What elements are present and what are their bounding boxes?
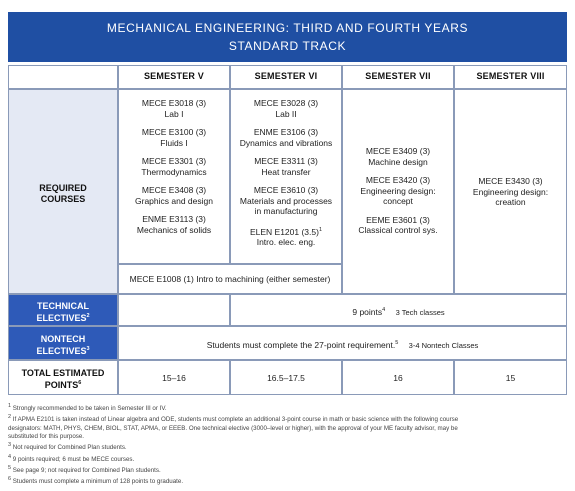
row-label-required-courses: REQUIRED COURSES <box>8 89 118 294</box>
course-mece-e3018: MECE E3018 (3) Lab I <box>141 98 207 119</box>
course-eeme-e3601: EEME E3601 (3) Classical control sys. <box>358 214 438 235</box>
footnotes <box>8 402 567 487</box>
footnote-1: $^1$ Strongly recommended to be taken in Semester III or IV. <box>8 403 167 413</box>
header-semester-v: SEMESTER V <box>118 65 230 89</box>
page-subtitle: STANDARD TRACK <box>228 39 347 53</box>
semester-v-courses <box>118 89 230 264</box>
technical-electives-semester-v <box>118 294 230 326</box>
header-semester-viii: SEMESTER VIII <box>454 65 567 89</box>
total-semester-v: 15–16 <box>118 360 230 395</box>
header-semester-vi: SEMESTER VI <box>230 65 342 89</box>
header-blank-cell <box>8 65 118 89</box>
page-title: MECHANICAL ENGINEERING: THIRD AND FOURTH YEARS <box>106 21 469 35</box>
semester-vi-courses <box>230 89 342 264</box>
course-mece-e3420: MECE E3420 (3) Engineering design: concept <box>360 175 436 206</box>
technical-electives-requirement: 9 points$^4$ 3 Tech classes <box>230 294 567 326</box>
footnote-6: $^6$ Students must complete a minimum of 128 points to graduate. <box>8 476 184 486</box>
footnote-2-cont: designators: MATH, PHYS, CHEM, BIOL, STAT, APMA, or EEEB. One technical elective (3000–level or higher), with the approval of your ME faculty advisor, may be <box>8 424 458 432</box>
footnote-4: $^4$ 9 points required; 6 must be MECE courses. <box>8 453 135 463</box>
course-elen-e1201: ELEN E1201 $(3.5)^1$ Intro. elec. eng. <box>249 226 323 247</box>
course-enme-e3113: ENME E3113 (3) Mechanics of solids <box>136 214 212 235</box>
title-banner <box>8 12 567 62</box>
semester-vii-courses <box>342 89 454 294</box>
footnote-5: $^5$ See page 9; not required for Combined Plan students. <box>8 465 161 475</box>
row-label-nontech-electives: NONTECH ELECTIVES$^3$ <box>8 326 118 360</box>
nontech-electives-requirement: Students must complete the 27-point requirement.$^5$ 3-4 Nontech Classes <box>118 326 567 360</box>
row-label-technical-electives: TECHNICAL ELECTIVES$^2$ <box>8 294 118 326</box>
semester-viii-courses <box>454 89 567 294</box>
technical-electives-note: 3 Tech classes <box>395 307 445 317</box>
footnote-3: $^3$ Not required for Combined Plan students. <box>8 442 127 452</box>
course-enme-e3106: ENME E3106 (3) Dynamics and vibrations <box>239 127 333 148</box>
total-semester-vi: 16.5–17.5 <box>230 360 342 395</box>
header-semester-vii: SEMESTER VII <box>342 65 454 89</box>
course-mece-e1008-machining: MECE E1008 (1) Intro to machining (either semester) <box>118 264 342 294</box>
course-mece-e3301: MECE E3301 (3) Thermodynamics <box>141 156 207 177</box>
row-label-total-points: TOTAL ESTIMATED POINTS$^6$ <box>8 360 118 395</box>
course-mece-e3430: MECE E3430 (3) Engineering design: creation <box>472 176 549 207</box>
course-mece-e3409: MECE E3409 (3) Machine design <box>365 146 431 167</box>
course-mece-e3028: MECE E3028 (3) Lab II <box>253 98 319 119</box>
footnote-2: $^2$ If APMA E2101 is taken instead of Linear algebra and ODE, students must complete an additional 3-point course in math or basic science with the following course <box>8 414 459 424</box>
course-mece-e3100: MECE E3100 (3) Fluids I <box>141 127 207 148</box>
course-mece-e3311: MECE E3311 (3) Heat transfer <box>254 156 318 177</box>
course-mece-e3610: MECE E3610 (3) Materials and processes in manufacturing <box>239 185 333 216</box>
total-semester-vii: 16 <box>342 360 454 395</box>
nontech-electives-note: 3-4 Nontech Classes <box>408 340 479 350</box>
footnote-2-cont2: substituted for this purpose. <box>8 433 85 441</box>
course-mece-e3408: MECE E3408 (3) Graphics and design <box>135 185 213 206</box>
total-semester-viii: 15 <box>454 360 567 395</box>
